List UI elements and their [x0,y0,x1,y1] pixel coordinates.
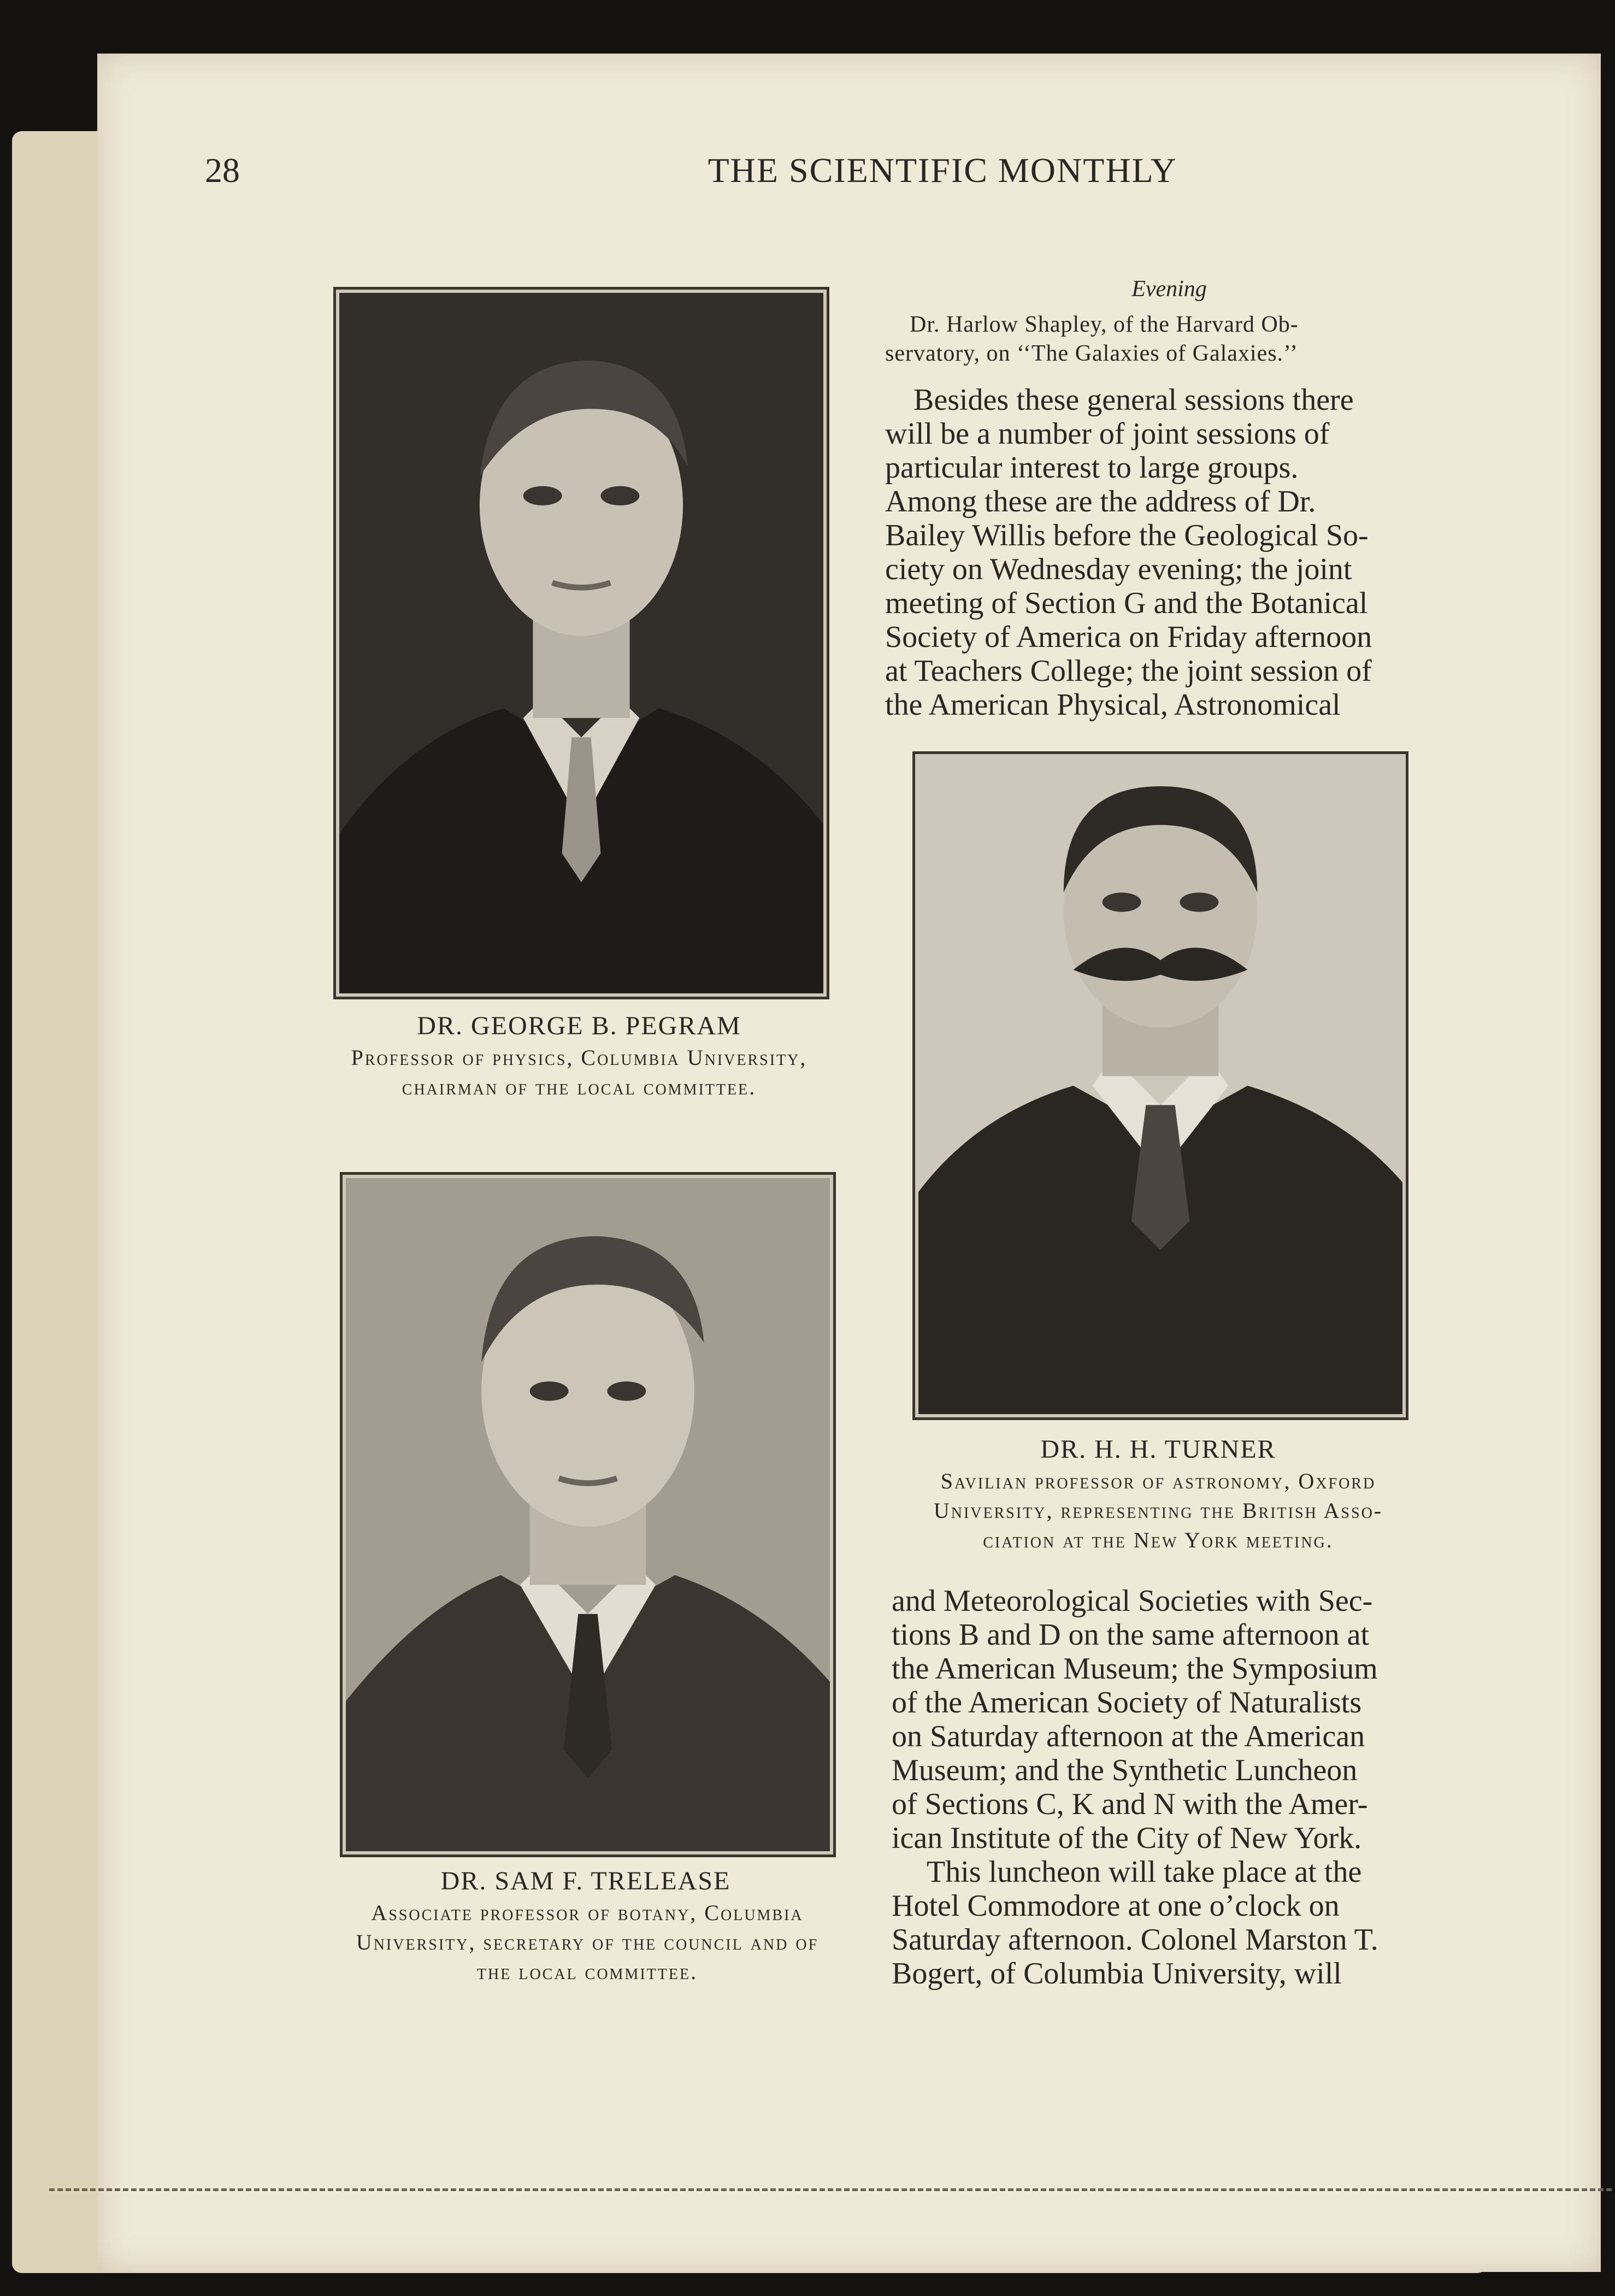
body-bottom-line-12: Bogert, of Columbia University, will [892,1957,1342,1991]
body-bottom-line-4: of the American Society of Naturalists [892,1686,1361,1720]
body-bottom-line-5: on Saturday afternoon at the American [892,1720,1365,1753]
body-top-line-3: particular interest to large groups. [885,451,1299,485]
body-bottom-line-11: Saturday afternoon. Colonel Marston T. [892,1923,1378,1957]
caption-line-trelease-1: Associate professor of botany, Columbia [371,1900,804,1925]
evening-line-2: servatory, on ‘‘The Galaxies of Galaxies.’’ [885,341,1298,366]
caption-name-pegram: DR. GEORGE B. PEGRAM [417,1011,741,1040]
body-top-line-2: will be a number of joint sessions of [885,417,1330,451]
caption-line-pegram-1: Professor of physics, Columbia University, [351,1045,808,1070]
body-bottom-line-10: Hotel Commodore at one o’clock on [892,1889,1340,1923]
body-top-line-8: Society of America on Friday afternoon [885,620,1372,654]
body-bottom-line-8: ican Institute of the City of New York. [892,1821,1362,1855]
body-top-line-9: at Teachers College; the joint session of [885,654,1372,688]
portrait-photo-pegram [333,287,829,999]
portrait-photo-trelease [340,1172,836,1857]
body-top-line-1: Besides these general sessions there [913,383,1354,417]
body-top-line-4: Among these are the address of Dr. [885,485,1316,519]
evening-line-1: Dr. Harlow Shapley, of the Harvard Ob- [910,312,1299,337]
body-top-line-7: meeting of Section G and the Botanical [885,586,1368,620]
page-bottom-dotted-rule [49,2188,1612,2191]
body-bottom-line-7: of Sections C, K and N with the Amer- [892,1787,1368,1821]
caption-line-pegram-2: chairman of the local committee. [402,1075,757,1099]
body-bottom-line-3: the American Museum; the Symposium [892,1652,1378,1686]
caption-line-turner-1: Savilian professor of astronomy, Oxford [940,1469,1376,1493]
body-bottom-line-9: This luncheon will take place at the [927,1855,1362,1889]
caption-name-turner: DR. H. H. TURNER [1040,1435,1276,1464]
caption-line-trelease-2: University, secretary of the council and of [356,1930,819,1954]
body-top-line-5: Bailey Willis before the Geological So- [885,519,1369,552]
body-top-line-6: ciety on Wednesday evening; the joint [885,552,1352,586]
caption-line-trelease-3: the local committee. [476,1959,698,1984]
caption-line-turner-3: ciation at the New York meeting. [983,1528,1334,1552]
caption-line-turner-2: University, representing the British Asso- [933,1498,1383,1523]
caption-name-trelease: DR. SAM F. TRELEASE [440,1867,731,1895]
evening-heading: Evening [1131,276,1207,302]
running-head: THE SCIENTIFIC MONTHLY [708,151,1177,190]
portrait-photo-turner [912,751,1408,1420]
body-bottom-line-2: tions B and D on the same afternoon at [892,1618,1370,1652]
body-top-line-10: the American Physical, Astronomical [885,688,1341,722]
body-bottom-line-1: and Meteorological Societies with Sec- [892,1584,1373,1618]
page-number: 28 [205,151,240,190]
body-bottom-line-6: Museum; and the Synthetic Luncheon [892,1753,1358,1787]
